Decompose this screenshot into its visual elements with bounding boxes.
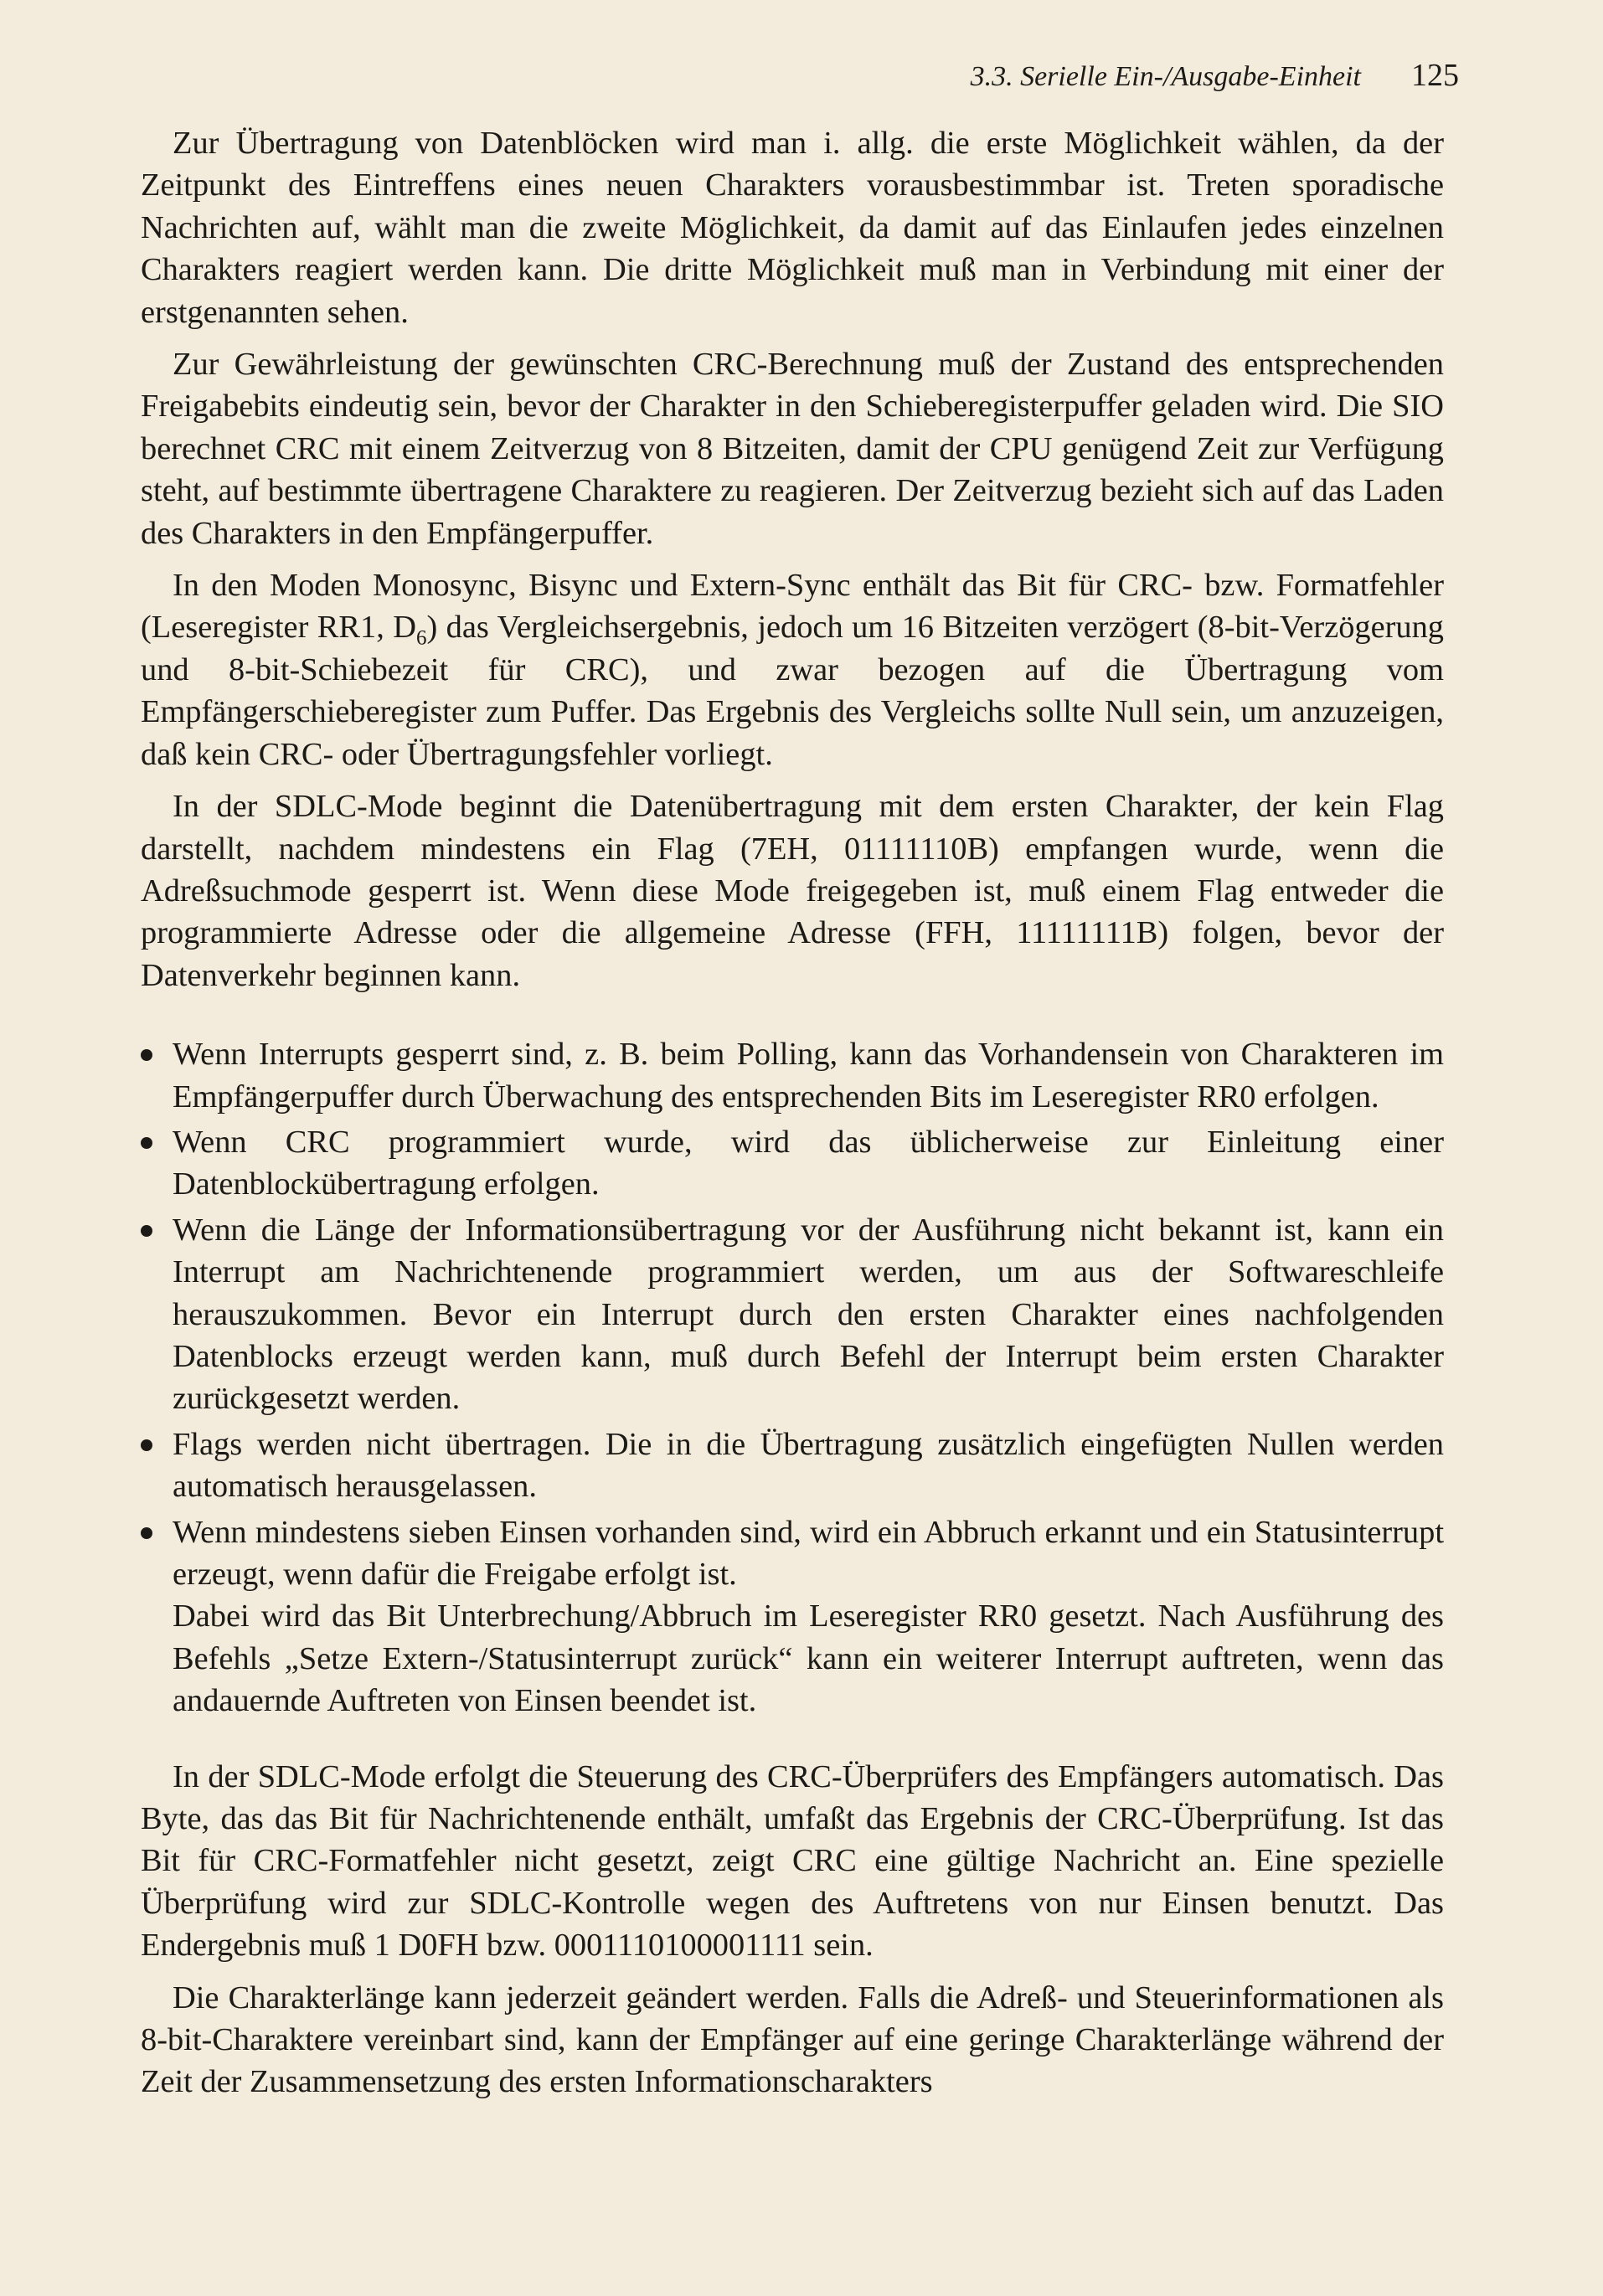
bullet-icon <box>141 1049 152 1061</box>
paragraph: Zur Übertragung von Datenblöcken wird man i. allg. die erste Möglichkeit wählen, da der Zeitpunkt des Eintreffens eines neuen Charakters vorausbestimmbar ist. Treten sporadische Nachrichten auf, wählt man die zweite Möglichkeit, da damit auf das Einlaufen jedes einzelnen Charakters reagiert werden kann. Die dritte Möglichkeit muß man in Verbindung mit einer der erstgenannten sehen. <box>141 126 1444 330</box>
list-item <box>141 1121 1444 1206</box>
paragraph-rr1-after: ) das Vergleichsergebnis, jedoch um 16 Bitzeiten verzögert (8-bit-Verzögerung und 8-bit-Schiebezeit für CRC), und zwar bezogen auf die Übertragung vom Empfängerschieberegister zum Puffer. Das Ergebnis des Vergleichs sollte Null sein, um anzuzeigen, daß kein CRC- oder Übertragungsfehler vorliegt. <box>141 610 1444 772</box>
list-item-text: Wenn Interrupts gesperrt sind, z. B. beim Polling, kann das Vorhandensein von Charakteren im Empfängerpuffer durch Überwachung des entsprechenden Bits im Leseregister RR0 erfolgen. <box>173 1037 1444 1115</box>
bullet-icon <box>141 1137 152 1149</box>
list-item-text: Flags werden nicht übertragen. Die in die Übertragung zusätzlich eingefügten Nullen werden automatisch herausgelassen. <box>173 1426 1444 1505</box>
bullet-icon <box>141 1439 152 1451</box>
bullet-icon <box>141 1527 152 1539</box>
list-item <box>141 1511 1444 1722</box>
list-item-continuation: Dabei wird das Bit Unterbrechung/Abbruch im Leseregister RR0 gesetzt. Nach Ausführung des Befehls „Setze Extern-/Statusinterrupt zurück“ kann ein weiterer Interrupt auftreten, wenn das andauernde Auftreten von Einsen beendet ist. <box>173 1598 1444 1719</box>
running-header <box>141 57 1459 94</box>
section-title: 3.3. Serielle Ein-/Ausgabe-Einheit <box>970 61 1361 92</box>
bullet-list <box>141 1033 1444 1722</box>
paragraph-rr1 <box>141 564 1444 775</box>
list-item-text: Wenn die Länge der Informationsübertragung vor der Ausführung nicht bekannt ist, kann ein Interrupt am Nachrichtenende programmiert werden, um aus der Softwareschleife herauszukommen. Bevor ein Interrupt durch den ersten Charakter eines nachfolgenden Datenblocks erzeugt werden kann, muß durch Befehl der Interrupt beim ersten Charakter zurückgesetzt werden. <box>173 1212 1444 1417</box>
subscript-6: 6 <box>415 627 427 651</box>
body-text <box>141 122 1444 2103</box>
paragraph: Zur Gewährleistung der gewünschten CRC-Berechnung muß der Zustand des entsprechenden Freigabebits eindeutig sein, bevor der Charakter in den Schieberegisterpuffer geladen wird. Die SIO berechnet CRC mit einem Zeitverzug von 8 Bitzeiten, damit der CPU genügend Zeit zur Verfügung steht, auf bestimmte übertragene Charaktere zu reagieren. Der Zeitverzug bezieht sich auf das Laden des Charakters in den Empfängerpuffer. <box>141 347 1444 551</box>
paragraph: Die Charakterlänge kann jederzeit geändert werden. Falls die Adreß- und Steuerinformationen als 8-bit-Charaktere vereinbart sind, kann der Empfänger auf eine geringe Charakterlänge während der Zeit der Zusammensetzung des ersten Informationscharakters <box>141 1979 1444 2100</box>
list-item <box>141 1033 1444 1118</box>
page-number: 125 <box>1411 58 1459 93</box>
paragraph: In der SDLC-Mode beginnt die Datenübertragung mit dem ersten Charakter, der kein Flag darstellt, nachdem mindestens ein Flag (7EH, 01111110B) empfangen wurde, wenn die Adreßsuchmode gesperrt ist. Wenn diese Mode freigegeben ist, muß einem Flag entweder die programmierte Adresse oder die allgemeine Adresse (FFH, 11111111B) folgen, bevor der Datenverkehr beginnen kann. <box>141 789 1444 993</box>
bullet-icon <box>141 1225 152 1237</box>
list-item <box>141 1423 1444 1508</box>
paragraph: In der SDLC-Mode erfolgt die Steuerung des CRC-Überprüfers des Empfängers automatisch. Das Byte, das das Bit für Nachrichtenende enthält, umfaßt das Ergebnis der CRC-Überprüfung. Ist das Bit für CRC-Formatfehler nicht gesetzt, zeigt CRC eine gültige Nachricht an. Eine spezielle Überprüfung wird zur SDLC-Kontrolle wegen des Auftretens von nur Einsen benutzt. Das Endergebnis muß 1 D0FH bzw. 0001110100001111 sein. <box>141 1758 1444 1964</box>
paragraph-rr1-before: In den Moden Monosync, Bisync und Extern-Sync enthält das Bit für CRC- bzw. Formatfehler (Leseregister RR1, D <box>141 568 1444 646</box>
list-item <box>141 1209 1444 1420</box>
list-item-text: Wenn CRC programmiert wurde, wird das üblicherweise zur Einleitung einer Datenblockübertragung erfolgen. <box>173 1124 1444 1202</box>
list-item-text: Wenn mindestens sieben Einsen vorhanden sind, wird ein Abbruch erkannt und ein Statusinterrupt erzeugt, wenn dafür die Freigabe erfolgt ist. <box>173 1514 1444 1592</box>
